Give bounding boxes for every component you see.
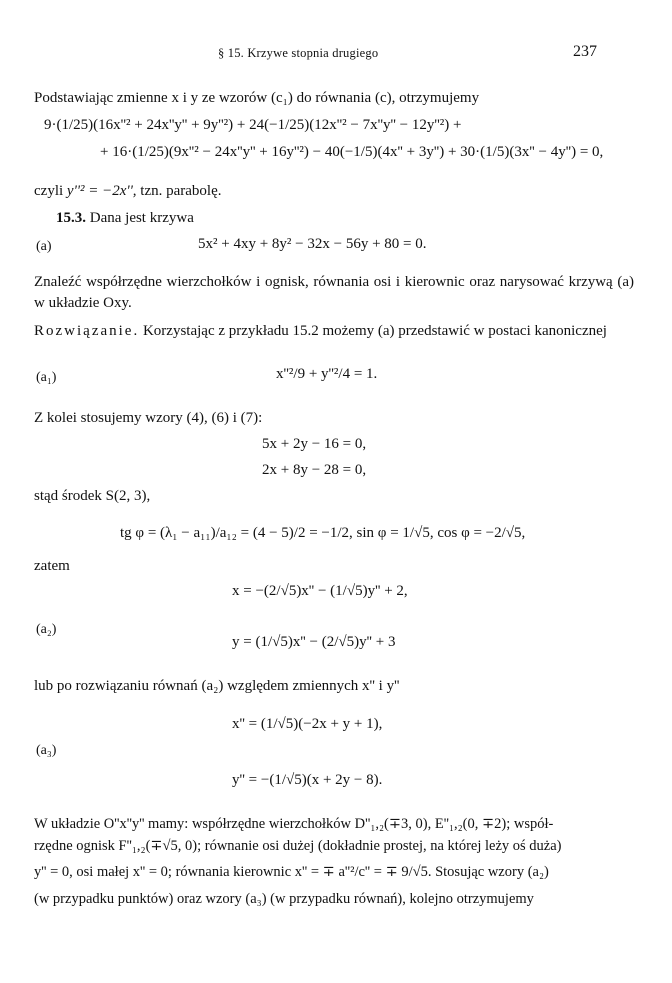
label-a1: (a₁)	[36, 370, 57, 385]
page-number: 237	[573, 43, 597, 60]
coordinates-line-4: (w przypadku punktów) oraz wzory (a₃) (w przypadku równań), kolejno otrzymujemy	[34, 891, 534, 907]
angle-equations: tg φ = (λ₁ − a₁₁)/a₁₂ = (4 − 5)/2 = −1/2, sin φ = 1/√5, cos φ = −2/√5,	[120, 525, 526, 541]
solution-text: Korzystając z przykładu 15.2 możemy (a) przedstawić w postaci kanonicznej	[142, 323, 607, 339]
example-text: Dana jest krzywa	[89, 210, 194, 226]
system-equation-2: 2x + 8y − 28 = 0,	[262, 462, 367, 478]
label-a3: (a₃)	[36, 743, 57, 758]
equation-a3-x: x'' = (1/√5)(−2x + y + 1),	[232, 716, 383, 732]
example-number: 15.3.	[56, 210, 86, 226]
system-equation-1: 5x + 2y − 16 = 0,	[262, 436, 367, 452]
zatem-word: zatem	[34, 558, 70, 574]
conclusion-line	[34, 183, 222, 200]
conclusion-suffix: tzn. parabolę.	[140, 183, 222, 199]
conclusion-prefix: czyli	[34, 183, 64, 199]
running-title: § 15. Krzywe stopnia drugiego	[218, 46, 379, 60]
equation-1b: + 16·(1/25)(9x''² − 24x''y'' + 16y''²) − 40(−1/5)(4x'' + 3y'') + 30·(1/5)(3x'' − 4y'') = 0,	[100, 144, 604, 160]
equation-a1: x''²/9 + y''²/4 = 1.	[276, 366, 378, 382]
equation-1a: 9·(1/25)(16x''² + 24x''y'' + 9y''²) + 24(−1/25)(12x''² − 7x''y'' − 12y''²) +	[44, 117, 462, 133]
task-paragraph: Znaleźć współrzędne wierzchołków i ognisk, równania osi i kierownic oraz narysować krzywą (a) w układzie Oxy.	[34, 274, 634, 311]
example-heading	[56, 210, 194, 227]
label-a2: (a₂)	[36, 622, 57, 637]
paragraph-substitution: Podstawiając zmienne x i y ze wzorów (c₁) do równania (c), otrzymujemy	[34, 90, 480, 106]
label-a: (a)	[36, 239, 52, 254]
coordinates-line-1: W układzie O''x''y'' mamy: współrzędne wierzchołków D''₁,₂(∓3, 0), E''₁,₂(0, ∓2); współ-	[34, 816, 554, 832]
center-paragraph: stąd środek S(2, 3),	[34, 488, 151, 504]
solution-heading: Rozwiązanie.	[34, 323, 140, 339]
equation-a3-y: y'' = −(1/√5)(x + 2y − 8).	[232, 772, 383, 788]
equation-a2-x: x = −(2/√5)x'' − (1/√5)y'' + 2,	[232, 583, 408, 599]
equation-a: 5x² + 4xy + 8y² − 32x − 56y + 80 = 0.	[198, 236, 427, 252]
solution-paragraph	[34, 321, 634, 342]
formulas-paragraph: Z kolei stosujemy wzory (4), (6) i (7):	[34, 410, 263, 426]
parabola-equation: y''² = −2x'',	[66, 183, 137, 199]
equation-a2-y: y = (1/√5)x'' − (2/√5)y'' + 3	[232, 634, 396, 650]
coordinates-line-3: y'' = 0, osi małej x'' = 0; równania kierownic x'' = ∓ a''²/c'' = ∓ 9/√5. Stosując wzory (a₂)	[34, 864, 549, 880]
solve-paragraph: lub po rozwiązaniu równań (a₂) względem zmiennych x'' i y''	[34, 678, 400, 694]
coordinates-line-2: rzędne ognisk F''₁,₂(∓√5, 0); równanie osi dużej (dokładnie prostej, na której leży oś duża)	[34, 838, 562, 854]
